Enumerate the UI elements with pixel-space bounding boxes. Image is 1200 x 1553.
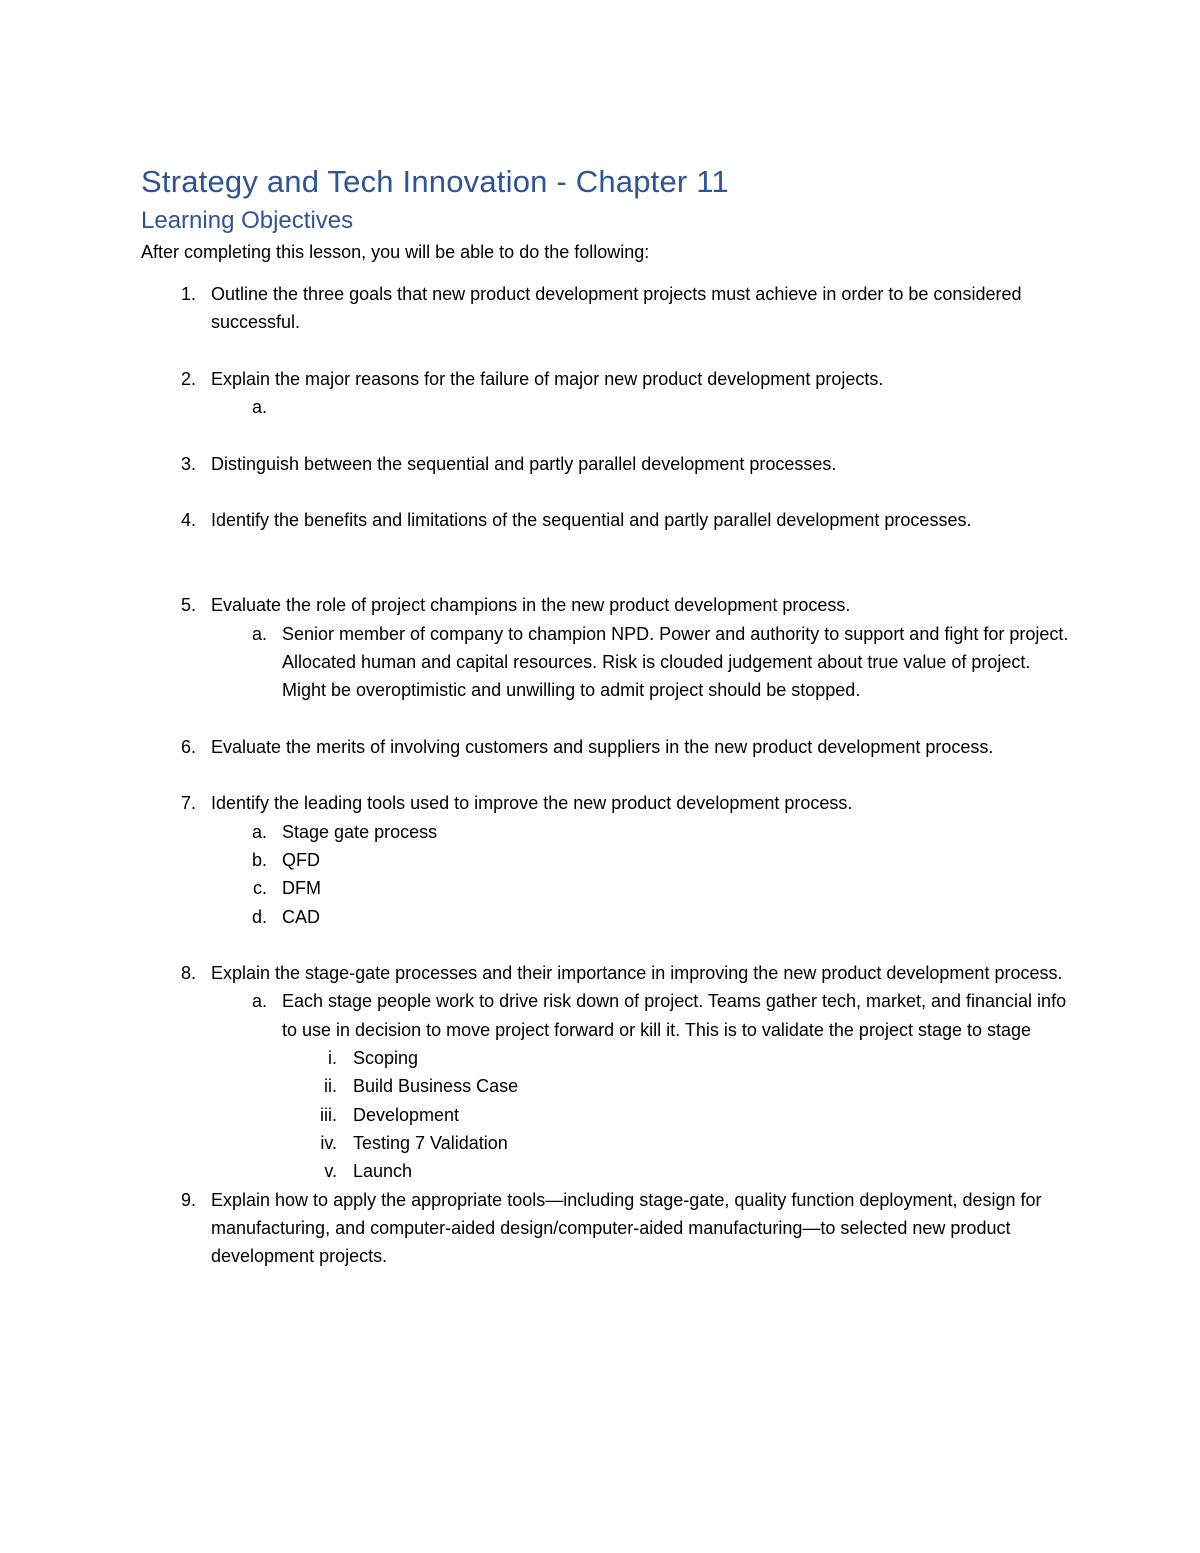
objective-text: Explain the major reasons for the failure of major new product development projects. [211, 368, 884, 389]
objective-number: 7. [180, 793, 196, 814]
stage-item-marker: iii. [320, 1104, 337, 1125]
intro-text: After completing this lesson, you will be able to do the following: [141, 242, 650, 262]
stage-item-marker: ii. [324, 1076, 337, 1097]
objective-text: Identify the benefits and limitations of the sequential and partly parallel development processes. [211, 510, 972, 531]
objective-number: 8. [180, 963, 196, 984]
sub-item-text [282, 393, 1071, 421]
objective-item [141, 789, 1071, 817]
sub-item [141, 818, 1071, 846]
stage-item-marker: iv. [320, 1132, 337, 1153]
section-heading: Learning Objectives [141, 207, 354, 234]
stage-item-text: Build Business Case [353, 1076, 519, 1097]
sub-item-text: CAD [282, 906, 321, 927]
objective-item [141, 506, 1071, 534]
sub-item [141, 620, 1071, 705]
objective-text: Distinguish between the sequential and partly parallel development processes. [211, 453, 837, 474]
objective-text: Explain how to apply the appropriate tools—including stage-gate, quality function deployment, design for manufacturing, and computer-aided design/computer-aided manufacturing—to selected new product development projects. [211, 1189, 1042, 1267]
sub-item-marker: a. [251, 397, 267, 418]
document-page [141, 160, 1071, 1270]
objective-number: 1. [180, 284, 196, 304]
objective-text: Explain the stage-gate processes and their importance in improving the new product development process. [211, 963, 1063, 984]
sub-item-text: DFM [282, 878, 321, 899]
sub-item-marker: d. [251, 906, 267, 927]
stage-item [141, 1044, 1071, 1072]
sub-item-marker: c. [252, 878, 267, 899]
objective-text: Identify the leading tools used to improve the new product development process. [211, 793, 853, 814]
stage-item-marker: v. [324, 1161, 337, 1182]
sub-item [141, 987, 1071, 1044]
objective-number: 5. [180, 595, 196, 616]
stage-item-text: Development [353, 1104, 460, 1125]
objective-item [141, 1186, 1071, 1271]
objective-item [141, 280, 1071, 337]
sub-item-marker: a. [251, 623, 267, 644]
objective-number: 3. [180, 453, 196, 474]
objective-item [141, 450, 1071, 478]
stage-item-text: Launch [353, 1161, 413, 1182]
objective-item [141, 733, 1071, 761]
stage-item-marker: i. [328, 1048, 337, 1069]
sub-item [141, 393, 1071, 421]
objective-number: 2. [180, 368, 196, 389]
sub-item-text: QFD [282, 849, 320, 870]
objective-item [141, 959, 1071, 987]
objective-text: Evaluate the merits of involving customers and suppliers in the new product development process. [211, 736, 994, 757]
sub-item-marker: a. [251, 991, 267, 1012]
document-title: Strategy and Tech Innovation - Chapter 11 [141, 164, 729, 199]
objective-number: 6. [180, 736, 196, 757]
sub-item [141, 903, 1071, 931]
objective-item [141, 365, 1071, 393]
stage-item [141, 1072, 1071, 1100]
sub-item-text: Each stage people work to drive risk down of project. Teams gather tech, market, and financial info to use in decision to move project forward or kill it. This is to validate the project stage to stage [282, 991, 1067, 1040]
objective-number: 9. [180, 1189, 196, 1210]
stage-item [141, 1129, 1071, 1157]
objective-text: Outline the three goals that new product development projects must achieve in order to be considered successful. [211, 284, 1022, 333]
stage-item-text: Testing 7 Validation [353, 1132, 508, 1153]
sub-item-marker: b. [251, 849, 267, 870]
sub-item-marker: a. [251, 821, 267, 842]
objective-number: 4. [180, 510, 196, 531]
sub-item-text: Stage gate process [282, 821, 438, 842]
sub-item [141, 846, 1071, 874]
sub-item-text: Senior member of company to champion NPD. Power and authority to support and fight for project. Allocated human and capital resources. Risk is clouded judgement about true value of project. Might be overoptimistic and unwilling to admit project should be stopped. [282, 623, 1069, 701]
objective-text: Evaluate the role of project champions in the new product development process. [211, 595, 851, 616]
sub-item [141, 874, 1071, 902]
stage-item [141, 1101, 1071, 1129]
stage-item [141, 1157, 1071, 1185]
stage-item-text: Scoping [353, 1048, 419, 1069]
objective-item [141, 591, 1071, 619]
